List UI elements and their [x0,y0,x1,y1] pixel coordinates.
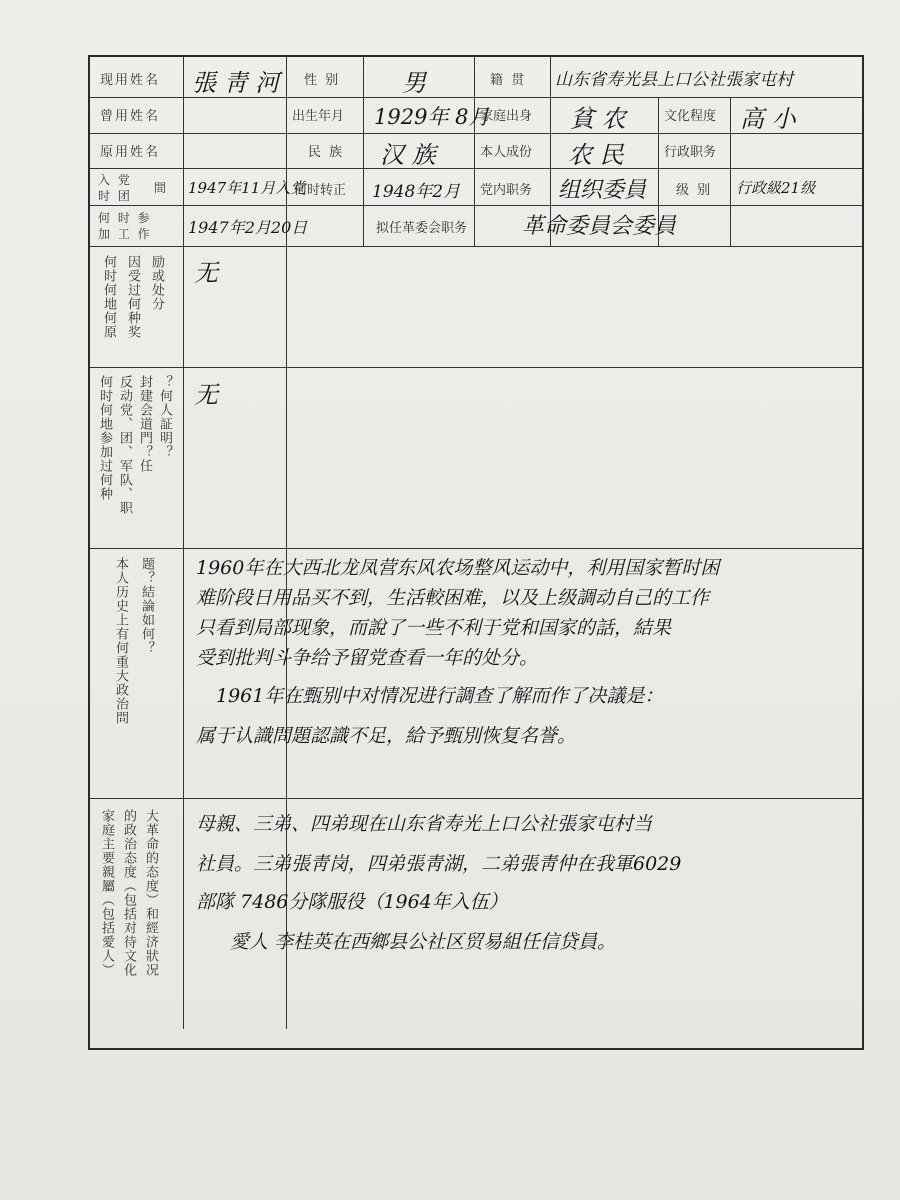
label-history-col: 题？結論如何？ [139,557,154,655]
label-history-col: 本人历史上有何重大政治問 [113,557,128,725]
history-line: 属于认識問題認識不足，給予甄別恢复名誉。 [196,725,577,747]
value-gender: 男 [402,69,426,97]
label-family-col: 大革命的态度）和經济狀况 [143,809,158,977]
label-gender: 性 别 [304,73,341,88]
col-divider [658,97,659,205]
label-former-name: 曾用姓名 [100,109,161,124]
col-divider [363,205,364,246]
label-reactionary-col: 何时何地参加过何种 [97,375,112,501]
value-ethnicity: 汉 族 [380,141,436,169]
row-divider [90,168,862,169]
history-line: 受到批判斗争给予留党查看一年的处分。 [196,647,539,669]
label-work-time-2: 加 工 作 [98,227,152,241]
row-divider [90,798,862,799]
row-divider [90,548,862,549]
value-committee-post: 革命委員会委員 [522,214,677,239]
col-divider [286,246,287,367]
label-native-place: 籍 贯 [490,73,527,88]
value-party-post: 组织委員 [558,178,647,203]
label-reactionary-col: 反动党、团、军队、职 [117,375,132,515]
history-line: 1960年在大西北龙凤营东风农场整风运动中，利用国家暂时困 [196,557,720,579]
col-divider [474,205,475,246]
value-current-name: 張 靑 河 [192,69,280,97]
value-reactionary: 无 [194,381,218,409]
col-divider [730,205,731,246]
label-rank: 级 别 [676,183,713,198]
history-line: 只看到局部现象，而說了一些不利于党和国家的話，結果 [196,617,672,639]
value-education: 高 小 [740,105,796,133]
col-divider [550,57,551,205]
history-line: 1961年在甄别中对情况进行調查了解而作了决議是： [216,685,664,707]
label-column-divider [183,57,184,1029]
col-divider [286,367,287,548]
label-join-party-2: 时 团 [98,189,132,203]
row-divider [90,205,862,206]
value-formal-time: 1948年2月 [372,182,461,202]
value-join-party: 1947年11月入党 [188,179,306,197]
value-personal-status: 农 民 [568,141,624,169]
value-native-place: 山东省寿光县上口公社張家屯村 [555,70,793,90]
label-rewards-col: 因受过何种奖 [125,255,140,339]
label-join-party-3: 間 [154,181,169,195]
col-divider [363,57,364,205]
label-join-party: 入 党 [98,173,132,187]
family-line: 部隊 7486分隊服役（1964年入伍） [196,891,508,913]
label-original-name: 原用姓名 [100,145,161,160]
col-divider [730,97,731,205]
family-line: 母親、三弟、四弟现在山东省寿光上口公社張家屯村当 [196,813,653,835]
label-reactionary-col: 封建会道門？任 [137,375,152,473]
row-divider [90,246,862,247]
col-divider [474,57,475,205]
label-rewards-col: 何时何地何原 [101,255,116,339]
label-family-origin: 家庭出身 [480,109,533,124]
label-admin-post: 行政职务 [664,145,717,160]
family-line: 社員。三弟張靑岗，四弟張靑湖，二弟張靑仲在我軍6029 [196,853,682,875]
label-work-time: 何 时 参 [98,211,152,225]
value-work-time: 1947年2月20日 [188,218,308,237]
label-education: 文化程度 [664,109,717,124]
value-birth: 1929年 8月 [374,105,490,129]
family-line: 愛人 李桂英在西鄉县公社区贸易組任信贷員。 [230,931,617,953]
label-committee-post: 拟任革委会职务 [376,221,468,236]
label-personal-status: 本人成份 [480,145,533,160]
label-party-post: 党内职务 [480,183,533,198]
label-current-name: 现用姓名 [100,73,161,88]
label-rewards-col: 励或处分 [149,255,164,311]
row-divider [90,367,862,368]
value-rewards: 无 [194,259,218,287]
value-family-origin: 貧 农 [570,105,626,133]
label-birth: 出生年月 [292,109,345,124]
history-line: 难阶段日用品买不到，生活較困难，以及上级調动自己的工作 [196,587,710,609]
label-family-col: 的政治态度（包括对待文化 [121,809,136,977]
label-ethnicity: 民 族 [308,145,345,160]
label-family-col: 家庭主要親屬（包括愛人） [99,809,114,977]
cadre-registration-form [88,55,864,1050]
label-reactionary-col: ？何人証明？ [157,375,172,459]
value-rank: 行政級21级 [736,179,816,197]
label-formal-time: 何时转正 [294,183,347,198]
